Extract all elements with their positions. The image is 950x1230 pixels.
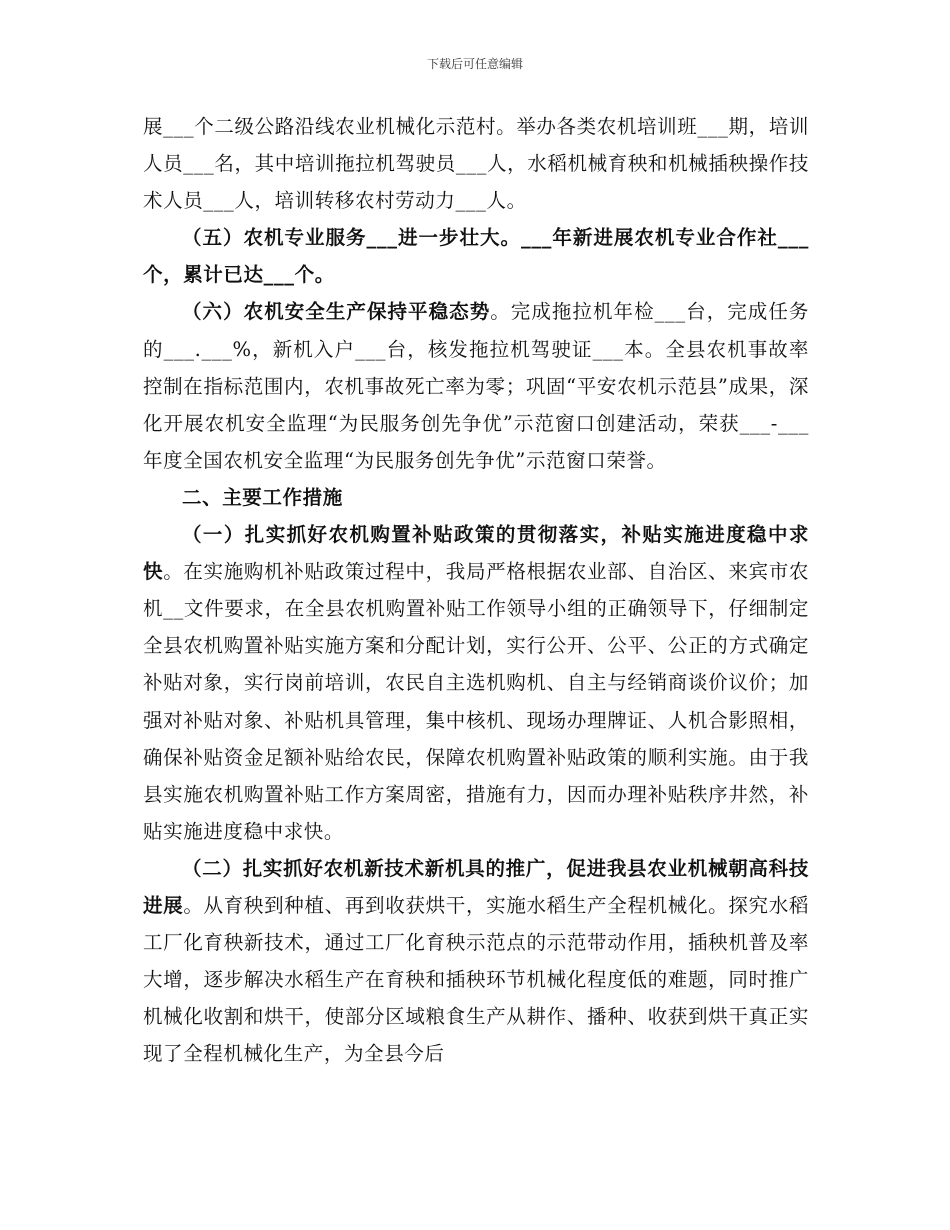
paragraph-bold-lead: （六）农机安全生产保持平稳态势 bbox=[182, 300, 491, 324]
page-header: 下载后可任意编辑 bbox=[426, 57, 523, 71]
paragraph-bold-lead: （二）扎实抓好农机新技术新机具的推广，促进我县农业机械朝高科技进展 bbox=[143, 856, 809, 917]
section-heading-measures bbox=[143, 479, 809, 516]
paragraph-measure-2 bbox=[143, 850, 809, 1073]
paragraph-section-5 bbox=[143, 219, 809, 293]
document-body bbox=[143, 108, 809, 1072]
paragraph-continuation bbox=[143, 108, 809, 219]
paragraph-text: 展___个二级公路沿线农业机械化示范村。举办各类农机培训班___期，培训人员___名，其中培训拖拉机驾驶员___人，水稻机械育秧和机械插秧操作技术人员___人，培训转移农村劳动力___人。 bbox=[143, 115, 809, 213]
paragraph-text: 。完成拖拉机年检___台，完成任务的___.___%，新机入户___台，核发拖拉机驾驶证___本。全县农机事故率控制在指标范围内，农机事故死亡率为零；巩固“平安农机示范县”成果，深化开展农机安全监理“为民服务创先争优”示范窗口创建活动，荣获___-___年度全国农机安全监理“为民服务创先争优”示范窗口荣誉。 bbox=[143, 300, 809, 472]
paragraph-bold-lead: （五）农机专业服务___进一步壮大。___年新进展农机专业合作社___个，累计已达___个。 bbox=[143, 226, 809, 287]
paragraph-section-6 bbox=[143, 293, 809, 478]
paragraph-text: 。从育秧到种植、再到收获烘干，实施水稻生产全程机械化。探究水稻工厂化育秧新技术，通过工厂化育秧示范点的示范带动作用，插秧机普及率大增，逐步解决水稻生产在育秧和插秧环节机械化程度低的难题，同时推广机械化收割和烘干，使部分区域粮食生产从耕作、播种、收获到烘干真正实现了全程机械化生产，为全县今后 bbox=[143, 893, 809, 1066]
paragraph-bold-lead: 二、主要工作措施 bbox=[182, 485, 343, 509]
paragraph-bold-lead: （一）扎实抓好农机购置补贴政策的贯彻落实，补贴实施进度稳中求快 bbox=[143, 523, 809, 584]
paragraph-text: 。在实施购机补贴政策过程中，我局严格根据农业部、自治区、来宾市农机__文件要求，在全县农机购置补贴工作领导小组的正确领导下，仔细制定全县农机购置补贴实施方案和分配计划，实行公开、公平、公正的方式确定补贴对象，实行岗前培训，农民自主选机购机、自主与经销商谈价议价；加强对补贴对象、补贴机具管理，集中核机、现场办理牌证、人机合影照相，确保补贴资金足额补贴给农民，保障农机购置补贴政策的顺利实施。由于我县实施农机购置补贴工作方案周密，措施有力，因而办理补贴秩序井然，补贴实施进度稳中求快。 bbox=[143, 560, 809, 843]
paragraph-measure-1 bbox=[143, 516, 809, 850]
